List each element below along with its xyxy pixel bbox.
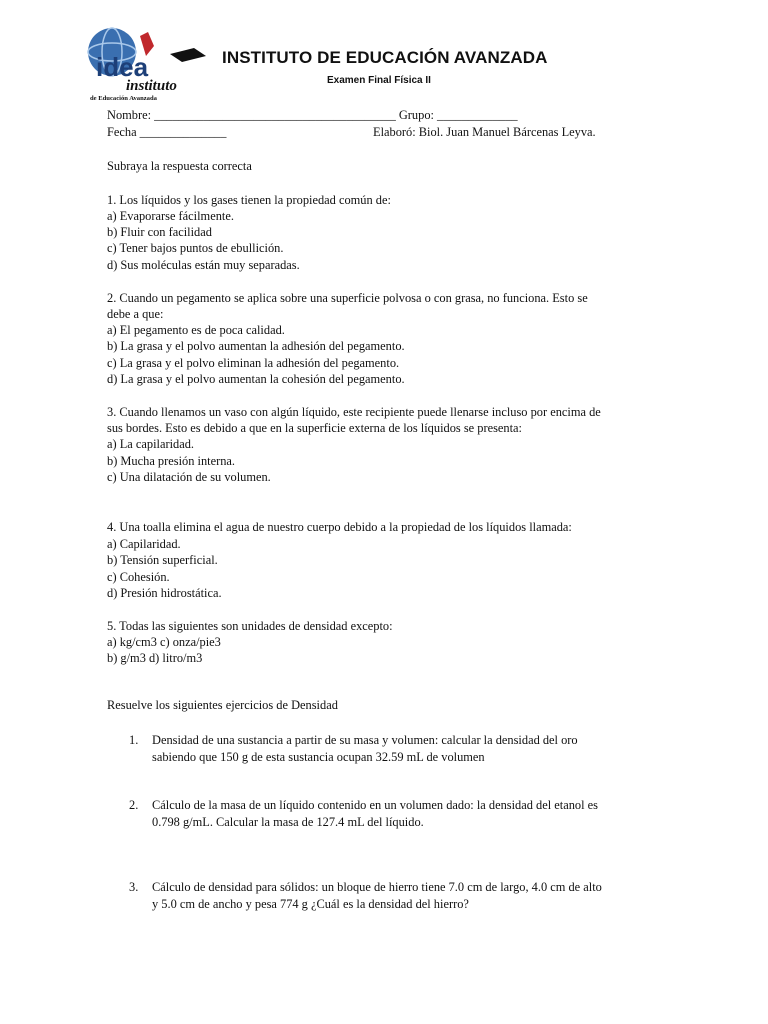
logo-word-instituto: instituto (126, 78, 177, 94)
q2-option-d[interactable]: d) La grasa y el polvo aumentan la cohesión del pegamento. (107, 372, 405, 386)
logo-word-subtitle: de Educación Avanzada (90, 95, 157, 102)
q1-option-b[interactable]: b) Fluir con facilidad (107, 225, 212, 239)
question-3-stem: 3. Cuando llenamos un vaso con algún líquido, este recipiente puede llenarse incluso por encima de (107, 405, 601, 419)
instructions-exercises: Resuelve los siguientes ejercicios de Densidad (107, 698, 338, 712)
q3-option-b[interactable]: b) Mucha presión interna. (107, 454, 235, 468)
q3-option-c[interactable]: c) Una dilatación de su volumen. (107, 470, 271, 484)
institute-title: INSTITUTO DE EDUCACIÓN AVANZADA (222, 48, 548, 67)
q5-options-row-1[interactable]: a) kg/cm3 c) onza/pie3 (107, 635, 221, 649)
question-1-stem: 1. Los líquidos y los gases tienen la propiedad común de: (107, 193, 391, 207)
exercise-1-number: 1. (129, 733, 139, 747)
q1-option-c[interactable]: c) Tener bajos puntos de ebullición. (107, 241, 284, 255)
question-3-stem-cont: sus bordes. Esto es debido a que en la superficie externa de los líquidos se presenta: (107, 421, 522, 435)
q4-option-b[interactable]: b) Tensión superficial. (107, 553, 218, 567)
exercise-1-line-1: Densidad de una sustancia a partir de su masa y volumen: calcular la densidad del oro (152, 733, 578, 747)
q2-option-b[interactable]: b) La grasa y el polvo aumentan la adhesión del pegamento. (107, 339, 405, 353)
graduation-cap-icon (170, 48, 206, 62)
exercise-1-line-2: sabiendo que 150 g de esta sustancia ocupan 32.59 mL de volumen (152, 750, 485, 764)
instructions-underline: Subraya la respuesta correcta (107, 159, 252, 173)
exercise-2-line-2: 0.798 g/mL. Calcular la masa de 127.4 mL del líquido. (152, 815, 424, 829)
author-line: Elaboró: Biol. Juan Manuel Bárcenas Leyva. (373, 125, 596, 139)
q5-options-row-2[interactable]: b) g/m3 d) litro/m3 (107, 651, 203, 665)
date-field[interactable]: Fecha ______________ (107, 125, 227, 139)
exercise-2-line-1: Cálculo de la masa de un líquido contenido en un volumen dado: la densidad del etanol es (152, 798, 598, 812)
exercise-3-line-1: Cálculo de densidad para sólidos: un bloque de hierro tiene 7.0 cm de largo, 4.0 cm de alto (152, 880, 602, 894)
q2-option-c[interactable]: c) La grasa y el polvo eliminan la adhesión del pegamento. (107, 356, 400, 370)
q2-option-a[interactable]: a) El pegamento es de poca calidad. (107, 323, 285, 337)
exercise-2-number: 2. (129, 798, 139, 812)
q4-option-c[interactable]: c) Cohesión. (107, 570, 170, 584)
exercise-3-line-2: y 5.0 cm de ancho y pesa 774 g ¿Cuál es la densidad del hierro? (152, 897, 469, 911)
logo-word-idea: idea (96, 52, 149, 82)
q1-option-a[interactable]: a) Evaporarse fácilmente. (107, 209, 234, 223)
q4-option-a[interactable]: a) Capilaridad. (107, 537, 181, 551)
q3-option-a[interactable]: a) La capilaridad. (107, 437, 195, 451)
q1-option-d[interactable]: d) Sus moléculas están muy separadas. (107, 258, 300, 272)
question-5-stem: 5. Todas las siguientes son unidades de densidad excepto: (107, 619, 393, 633)
exam-title: Examen Final Física II (327, 75, 431, 86)
question-2-stem: 2. Cuando un pegamento se aplica sobre una superficie polvosa o con grasa, no funciona. Esto se (107, 291, 588, 305)
name-group-field[interactable]: Nombre: _______________________________________ Grupo: _____________ (107, 108, 518, 122)
exercise-3-number: 3. (129, 880, 139, 894)
question-4-stem: 4. Una toalla elimina el agua de nuestro cuerpo debido a la propiedad de los líquidos llamada: (107, 520, 572, 534)
question-2-stem-cont: debe a que: (107, 307, 164, 321)
q4-option-d[interactable]: d) Presión hidrostática. (107, 586, 222, 600)
institute-logo (82, 26, 210, 102)
